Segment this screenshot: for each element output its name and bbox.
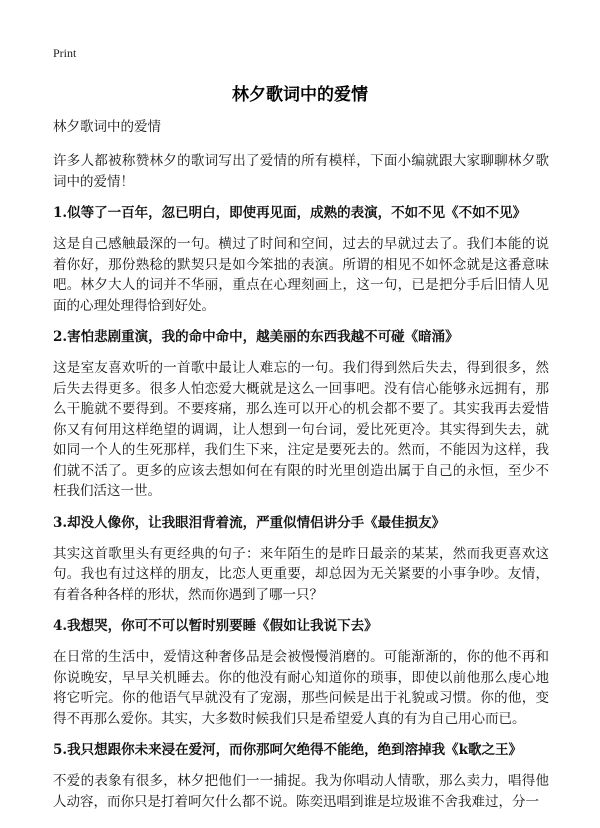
article-body bbox=[53, 118, 549, 824]
section-body-1: 这是自己感触最深的一句。横过了时间和空间，过去的早就过去了。我们本能的说着你好，那份熟稔的默契只是如今笨拙的表演。所谓的相见不如怀念就是这番意味吧。林夕大人的词并不华丽，重点在心理刻画上，这一句，已是把分手后旧情人见面的心理处理得恰到好处。 bbox=[53, 236, 549, 314]
section-heading-2: 2.害怕悲剧重演，我的命中命中，越美丽的东西我越不可碰《暗涌》 bbox=[53, 329, 459, 345]
section-body-2: 这是室友喜欢听的一首歌中最让人难忘的一句。我们得到然后失去，得到很多，然后失去得更多。很多人怕恋爱大概就是这么一回事吧。没有信心能够永远拥有，那么干脆就不要得到。不要疼痛，那么连可以开心的机会都不要了。其实我再去爱惜你又有何用这样绝望的调调，让人想到一句台词，爱比死更冷。其实得到失去，就如同一个人的生死那样，我们生下来，注定是要死去的。然而，不能因为这样，我们就不活了。更多的应该去想如何在有限的时光里创造出属于自己的永恒，至少不枉我们活这一世。 bbox=[53, 360, 549, 499]
section-body-4: 在日常的生活中，爱情这种奢侈品是会被慢慢消磨的。可能渐渐的，你的他不再和你说晚安，早早关机睡去。你的他没有耐心知道你的琐事，即使以前他那么虔心地将它听完。你的他语气早就没有了宠溺，那些问候是出于礼貌或习惯。你的他，变得不再那么爱你。其实，大多数时候我们只是希望爱人真的有为自己用心而已。 bbox=[53, 649, 549, 727]
section-body-3: 其实这首歌里头有更经典的句子：来年陌生的是昨日最亲的某某，然而我更喜欢这句。我也有过这样的朋友，比恋人更重要，却总因为无关紧要的小事争吵。友情，有着各种各样的形状，然而你遇到了哪一只？ bbox=[53, 545, 549, 603]
section-heading-1: 1.似等了一百年，忽已明白，即使再见面，成熟的表演，不如不见《不如不见》 bbox=[53, 205, 527, 221]
article-subtitle: 林夕歌词中的爱情 bbox=[53, 119, 161, 135]
section-heading-3: 3.却没人像你，让我眼泪背着流，严重似情侣讲分手《最佳损友》 bbox=[53, 514, 446, 531]
section-heading-4: 4.我想哭，你可不可以暂时别要睡《假如让我说下去》 bbox=[53, 618, 378, 634]
section-heading-5: 5.我只想跟你未来浸在爱河，而你那呵欠绝得不能绝，绝到溶掉我《k歌之王》 bbox=[53, 742, 522, 758]
intro-paragraph: 许多人都被称赞林夕的歌词写出了爱情的所有模样，下面小编就跟大家聊聊林夕歌词中的爱情！ bbox=[53, 153, 549, 190]
page-title: 林夕歌词中的爱情 bbox=[232, 85, 368, 105]
print-link[interactable]: Print bbox=[53, 46, 77, 60]
section-body-5: 不爱的表象有很多，林夕把他们一一捕捉。我为你唱动人情歌，那么卖力，唱得他人动容，而你只是打着呵欠什么都不说。陈奕迅唱到谁是垃圾谁不舍我难过，分一 bbox=[53, 773, 549, 810]
